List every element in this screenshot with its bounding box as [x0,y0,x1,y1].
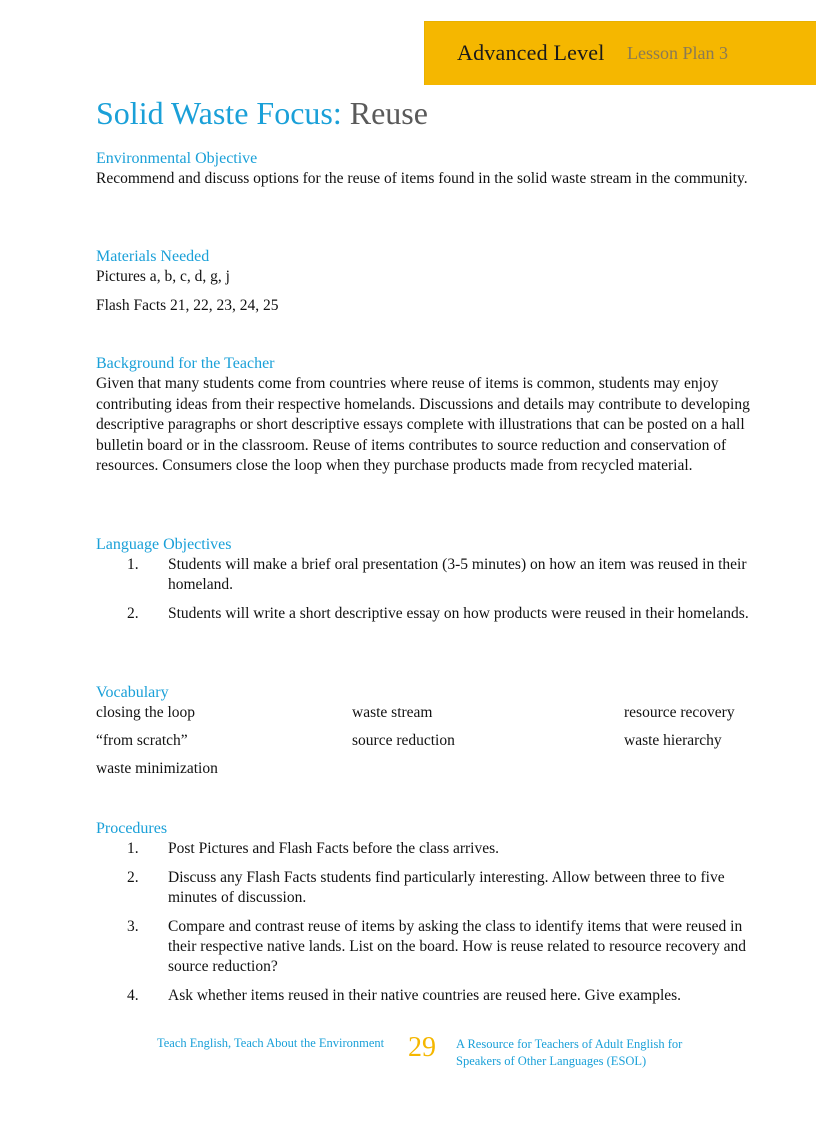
list-item-number: 1. [127,840,139,857]
list-item [96,917,756,977]
vocabulary-term: closing the loop [96,704,196,721]
page-number: 29 [408,1032,436,1063]
vocabulary-term: waste hierarchy [624,732,722,749]
materials-item: Flash Facts 21, 22, 23, 24, 25 [96,296,279,314]
language-objectives-list [96,555,756,624]
materials-item: Pictures a, b, c, d, g, j [96,268,230,285]
header-lesson-plan: Lesson Plan 3 [627,43,728,63]
list-item-text: Compare and contrast reuse of items by asking the class to identify items that were reused in their respective native lands. List on the board. How is reuse related to resource recovery and source reduction? [168,918,747,975]
header-banner [424,21,816,85]
page-title-sub: Reuse [349,95,428,131]
list-item-number: 4. [127,987,139,1004]
background-heading: Background for the Teacher [96,355,275,372]
list-item [96,839,756,859]
environmental-objective-section [96,149,756,190]
procedures-section [96,819,756,1015]
list-item-number: 2. [127,605,139,622]
vocabulary-heading: Vocabulary [96,684,169,701]
vocabulary-row [96,703,756,731]
list-item-number: 2. [127,869,139,886]
list-item-text: Ask whether items reused in their native countries are reused here. Give examples. [168,987,682,1004]
vocabulary-term: waste stream [352,704,433,721]
vocabulary-term: source reduction [352,732,455,749]
list-item-text: Post Pictures and Flash Facts before the class arrives. [168,840,500,857]
list-item-text: Students will write a short descriptive essay on how products were reused in their homelands. [168,605,749,622]
vocabulary-row [96,731,756,759]
background-section [96,354,756,477]
background-text: Given that many students come from countries where reuse of items is common, students may enjoy contributing ideas from their respective homelands. Discussions and details may contribute to developing descriptive paragraphs or short descriptive essays complete with illustrations that can be posted on a hall bulletin board or in the classroom. Reuse of items contributes to source reduction and conservation of resources. Consumers close the loop when they purchase products made from recycled material. [96,375,750,474]
vocabulary-term: resource recovery [624,704,735,721]
language-objectives-heading: Language Objectives [96,536,232,553]
materials-heading: Materials Needed [96,248,210,265]
language-objectives-section [96,535,756,633]
list-item-number: 3. [127,918,139,935]
list-item-text: Students will make a brief oral presentation (3-5 minutes) on how an item was reused in their homeland. [168,556,747,593]
page-title-main: Solid Waste Focus: [96,95,342,131]
footer-right-text: A Resource for Teachers of Adult English for Speakers of Other Languages (ESOL) [456,1037,683,1068]
footer-left-text: Teach English, Teach About the Environment [157,1036,385,1050]
procedures-heading: Procedures [96,820,168,837]
list-item [96,604,756,624]
list-item-number: 1. [127,556,139,573]
environmental-objective-text: Recommend and discuss options for the reuse of items found in the solid waste stream in the community. [96,170,748,187]
header-level: Advanced Level [457,40,605,65]
list-item [96,555,756,595]
vocabulary-section [96,683,756,787]
environmental-objective-heading: Environmental Objective [96,150,258,167]
vocabulary-row [96,759,756,787]
list-item [96,986,756,1006]
page-title [96,95,428,132]
procedures-list [96,839,756,1006]
list-item-text: Discuss any Flash Facts students find particularly interesting. Allow between three to five minutes of discussion. [168,869,725,906]
vocabulary-term: waste minimization [96,760,218,777]
vocabulary-term: “from scratch” [96,732,188,749]
list-item [96,868,756,908]
materials-section [96,247,756,316]
